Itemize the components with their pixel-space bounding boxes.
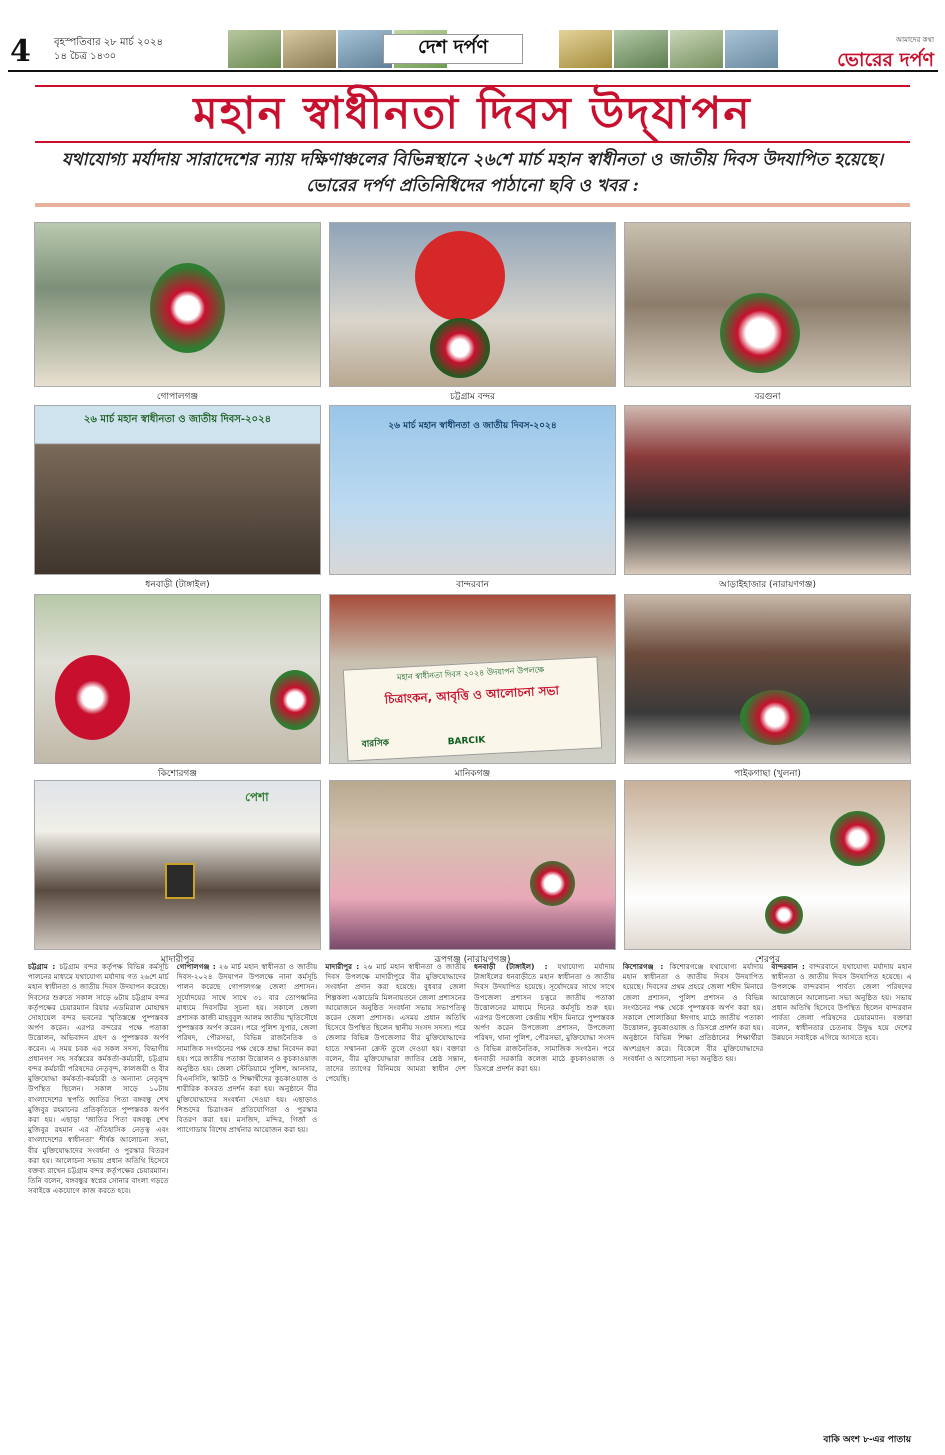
article-text: বান্দরবানে যথাযোগ্য মর্যাদায় মহান স্বাধীনতা ও জাতীয় দিবস উদযাপিত হয়েছে। এ উপলক্ষে বান্দরবান পার্বত্য জেলা পরিষদের আয়োজনে আলোচনা সভা অনুষ্ঠিত হয়। সভায় প্রধান অতিথি হিসেবে উপস্থিত ছিলেন বান্দরবান পার্বত্য জেলা পরিষদের চেয়ারম্যান। বক্তারা বলেন, স্বাধীনতার চেতনায় উদ্বুদ্ধ হয়ে দেশের উন্নয়নে সবাইকে এগিয়ে আসতে হবে। [771, 962, 912, 1043]
photo-paikgachha [624, 594, 911, 764]
page-header [8, 30, 938, 72]
photo-caption: রূপগঞ্জ (নারায়ণগঞ্জ) [434, 955, 511, 965]
photo-manikganj [329, 594, 616, 764]
photo-caption: কিশোরগঞ্জ [158, 769, 197, 779]
article-column [177, 962, 318, 1424]
wreath-icon [740, 690, 810, 745]
photo-sherpur [624, 780, 911, 950]
banner-org: বারসিক [361, 738, 390, 750]
article-column [325, 962, 466, 1424]
photo-araihazar [624, 405, 911, 575]
article-column [28, 962, 169, 1424]
rosette-icon [530, 861, 575, 906]
brand-tag: আমাদের কথা [895, 36, 934, 44]
photo-gopalganj [34, 222, 321, 387]
article-text: কিশোরগঞ্জে যথাযোগ্য মর্যাদায় মহান স্বাধীনতা ও জাতীয় দিবস উদযাপিত হয়েছে। দিবসের প্রথম প্রহরে জেলা শহীদ মিনারে জেলা প্রশাসন, পুলিশ প্রশাসন ও বিভিন্ন সংগঠনের পক্ষ থেকে পুষ্পস্তবক অর্পণ করা হয়। সকালে শোলাকিয়া ঈদগাহ মাঠে জাতীয় পতাকা উত্তোলন, কুচকাওয়াজ ও ডিসপ্লে প্রদর্শন করা হয়। অনুষ্ঠানে বিভিন্ন শিক্ষা প্রতিষ্ঠানের শিক্ষার্থীরা অংশগ্রহণ করে। বিকেলে বীর মুক্তিযোদ্ধাদের সংবর্ধনা ও আলোচনা সভা অনুষ্ঠিত হয়। [622, 962, 764, 1063]
photo-kishoreganj [34, 594, 321, 764]
photo-caption: চট্টগ্রাম বন্দর [450, 392, 495, 402]
wreath-icon [830, 811, 885, 866]
article-columns [28, 962, 912, 1424]
issue-date [54, 36, 163, 64]
article-column [474, 962, 615, 1424]
banner-text: ২৬ মার্চ মহান স্বাধীনতা ও জাতীয় দিবস-২০২৪ [83, 414, 272, 425]
memorial-disc-icon [415, 231, 505, 321]
dateline: বান্দরবান : [771, 962, 805, 971]
strip-photo [614, 30, 667, 68]
photo-caption: ধনবাড়ী (টাঙ্গাইল) [145, 580, 210, 590]
wreath-icon [55, 655, 130, 740]
dateline: ধনবাড়ী (টাঙ্গাইল) : [474, 962, 548, 971]
article-column [771, 962, 912, 1424]
banner-org-en: BARCIK [447, 735, 486, 748]
photo-caption: পাইকগাছা (খুলনা) [734, 769, 801, 779]
banner-text: ২৬ মার্চ মহান স্বাধীনতা ও জাতীয় দিবস-২০২৪ [388, 421, 557, 431]
photo-caption: আড়াইহাজার (নারায়ণগঞ্জ) [719, 580, 816, 590]
dateline: কিশোরগঞ্জ : [622, 962, 664, 971]
photo-barguna [624, 222, 911, 387]
banner-text: পেশা [245, 790, 269, 804]
article-column [623, 962, 764, 1424]
photo-caption: গোপালগঞ্জ [156, 392, 199, 402]
wreath-icon [270, 670, 320, 730]
sub-headline: যথাযোগ্য মর্যাদায় সারাদেশের ন্যায় দক্ষিণাঞ্চলের বিভিন্নস্থানে ২৬শে মার্চ মহান স্বাধীনতা ও জাতীয় দিবস উদযাপিত হয়েছে। ভোরের দর্পণ প্রতিনিধিদের পাঠানো ছবি ও খবর : [61, 150, 884, 196]
photo-rupganj [329, 780, 616, 950]
main-headline: মহান স্বাধীনতা দিবস উদ্‌যাপন [193, 88, 752, 139]
strip-photo [670, 30, 723, 68]
wreath-icon [430, 318, 490, 378]
date-line-2: ১৪ চৈত্র ১৪৩০ [54, 51, 117, 62]
photo-caption: মানিকগঞ্জ [454, 769, 491, 779]
photo-caption: মাদারীপুর [160, 955, 195, 965]
photo-caption: বান্দরবান [456, 580, 489, 590]
award-plaque-icon [165, 863, 195, 899]
banner-line-1: মহান স্বাধীনতা দিবস ২০২৪ উদযাপন উপলক্ষে [396, 665, 545, 682]
brand-name: ভোরের দর্পণ [837, 49, 934, 71]
date-line-1: বৃহস্পতিবার ২৮ মার্চ ২০২৪ [54, 37, 163, 48]
strip-photo [559, 30, 612, 68]
continued-note: বাকি অংশ ৮-এর পাতায় [823, 1435, 911, 1445]
photo-madaripur [34, 780, 321, 950]
photo-dhanbari [34, 405, 321, 575]
headline-rule-bottom [35, 141, 910, 143]
photo-caption: বরগুনা [754, 392, 781, 402]
strip-photo [228, 30, 281, 68]
dateline: মাদারীপুর : [325, 962, 360, 971]
section-title: দেশ দর্পণ [383, 34, 523, 64]
subhead-rule [35, 203, 910, 207]
photo-bandarban [329, 405, 616, 575]
wreath-icon [720, 293, 800, 373]
article-text: চট্টগ্রাম বন্দর কর্তৃপক্ষ বিভিন্ন কর্মসূচি পালনের মাধ্যমে যথাযোগ্য মর্যাদায় গত ২৬শে মার্চ মহান স্বাধীনতা ও জাতীয় দিবস উদযাপন করেছে। দিবসের শুরুতে সকাল সাড়ে ৬টায় চট্টগ্রাম বন্দর কর্তৃপক্ষের চেয়ারম্যান রিয়ার এডমিরাল মোহাম্মদ সোহায়েল বন্দর ভবনের স্মৃতিস্তম্ভে পুষ্পস্তবক অর্পণ করেন। এরপর বন্দরের পক্ষে পতাকা উত্তোলন, অভিবাদন গ্রহণ ও পুষ্পস্তবক অর্পণ করেন। এ সময় চবক এর সকল সদস্য, বিভাগীয় প্রধানগণ সহ সর্বস্তরের কর্মকর্তা-কর্মচারী, চট্টগ্রাম বন্দর কর্মচারী পরিষদের নেতৃবৃন্দ, কালজয়ী ও বীর মুক্তিযোদ্ধা কর্মকর্তা-কর্মচারী ও অন্যান্য নেতৃবৃন্দ উপস্থিত ছিলেন। সকাল সাড়ে ১০টায় বাংলাদেশের স্থপতি জাতির পিতা বঙ্গবন্ধু শেখ মুজিবুর রহমানের প্রতিকৃতিতে পুষ্পস্তবক অর্পণ করা হয়। এছাড়া 'জাতির পিতা বঙ্গবন্ধু শেখ মুজিবুর রহমান এর ঐতিহাসিক নেতৃত্ব এবং বাংলাদেশের স্বাধীনতা' শীর্ষক আলোচনা সভা, বীর মুক্তিযোদ্ধাদের সংবর্ধনা ও পুরস্কার বিতরণ করা হয়। আলোচনা সভায় প্রধান অতিথি হিসেবে বক্তব্য রাখেন চট্টগ্রাম বন্দর কর্তৃপক্ষের চেয়ারম্যান। তিনি বলেন, বঙ্গবন্ধুর স্বপ্নের সোনার বাংলা গড়তে সবাইকে একযোগে কাজ করতে হবে। [28, 962, 169, 1196]
strip-photo [283, 30, 336, 68]
masthead-logo [837, 34, 934, 78]
article-text: যথাযোগ্য মর্যাদায় টাঙ্গাইলের ধনবাড়ীতে মহান স্বাধীনতা ও জাতীয় দিবস উদযাপিত হয়েছে। সূর্যোদয়ের সাথে সাথে উপজেলা প্রশাসন চত্বরে জাতীয় পতাকা উত্তোলনের মাধ্যমে দিনের কর্মসূচি শুরু হয়। এরপর উপজেলা কেন্দ্রীয় শহীদ মিনারে পুষ্পস্তবক অর্পণ করেন উপজেলা প্রশাসন, উপজেলা পরিষদ, থানা পুলিশ, পৌরসভা, মুক্তিযোদ্ধা সংসদ ও বিভিন্ন রাজনৈতিক, সামাজিক সংগঠন। পরে ধনবাড়ী সরকারি কলেজ মাঠে কুচকাওয়াজ ও ডিসপ্লে প্রদর্শন করা হয়। [474, 962, 615, 1074]
photo-caption: শেরপুর [755, 955, 780, 965]
event-banner [343, 656, 602, 761]
strip-photo [725, 30, 778, 68]
photo-chittagong-port [329, 222, 616, 387]
dateline: চট্টগ্রাম : [28, 962, 56, 971]
wreath-icon [765, 896, 803, 934]
wreath-icon [150, 263, 225, 353]
article-text: ২৬ মার্চ মহান স্বাধীনতা ও জাতীয় দিবস উপলক্ষে মাদারীপুরে বীর মুক্তিযোদ্ধাদের সংবর্ধনা প্রদান করা হয়েছে। বুধবার জেলা শিল্পকলা একাডেমি মিলনায়তনে জেলা প্রশাসনের আয়োজনে অনুষ্ঠিত সংবর্ধনা সভায় সভাপতিত্ব করেন জেলা প্রশাসক। এসময় প্রধান অতিথি হিসেবে উপস্থিত ছিলেন স্থানীয় সংসদ সদস্য। পরে জেলার বিভিন্ন উপজেলার বীর মুক্তিযোদ্ধাদের হাতে সম্মাননা ক্রেস্ট তুলে দেওয়া হয়। বক্তারা বলেন, বীর মুক্তিযোদ্ধারা জাতির শ্রেষ্ঠ সন্তান, তাদের ত্যাগের বিনিময়ে আমরা স্বাধীন দেশ পেয়েছি। [325, 962, 467, 1084]
banner-line-2: চিত্রাংকন, আবৃত্তি ও আলোচনা সভা [384, 683, 560, 707]
page-number: 4 [10, 34, 31, 69]
dateline: গোপালগঞ্জ : [176, 962, 216, 971]
article-text: ২৬ মার্চ মহান স্বাধীনতা ও জাতীয় দিবস-২০২৪ উদযাপন উপলক্ষে নানা কর্মসূচি পালন করেছে গোপালগঞ্জ জেলা প্রশাসন। সূর্যোদয়ের সাথে সাথে ৩১ বার তোপধ্বনির মাধ্যমে দিবসটির সূচনা হয়। সকালে জেলা প্রশাসক কাজী মাহবুবুল আলম জাতীয় স্মৃতিসৌধে পুষ্পস্তবক অর্পণ করেন। পরে পুলিশ সুপার, জেলা পরিষদ, পৌরসভা, বিভিন্ন রাজনৈতিক ও সামাজিক সংগঠনের পক্ষ থেকে শ্রদ্ধা নিবেদন করা হয়। পরে জাতীয় পতাকা উত্তোলন ও কুচকাওয়াজ অনুষ্ঠিত হয়। জেলা স্টেডিয়ামে পুলিশ, আনসার, বিএনসিসি, স্কাউট ও শিক্ষার্থীদের কুচকাওয়াজ ও শারীরিক কসরত প্রদর্শন করা হয়। অনুষ্ঠানে বীর মুক্তিযোদ্ধাদের সংবর্ধনা দেওয়া হয়। এছাড়াও শিশুদের চিত্রাংকন প্রতিযোগিতা ও পুরস্কার বিতরণ করা হয়। মসজিদ, মন্দির, গির্জা ও প্যাগোডায় বিশেষ প্রার্থনার আয়োজন করা হয়। [176, 962, 318, 1135]
